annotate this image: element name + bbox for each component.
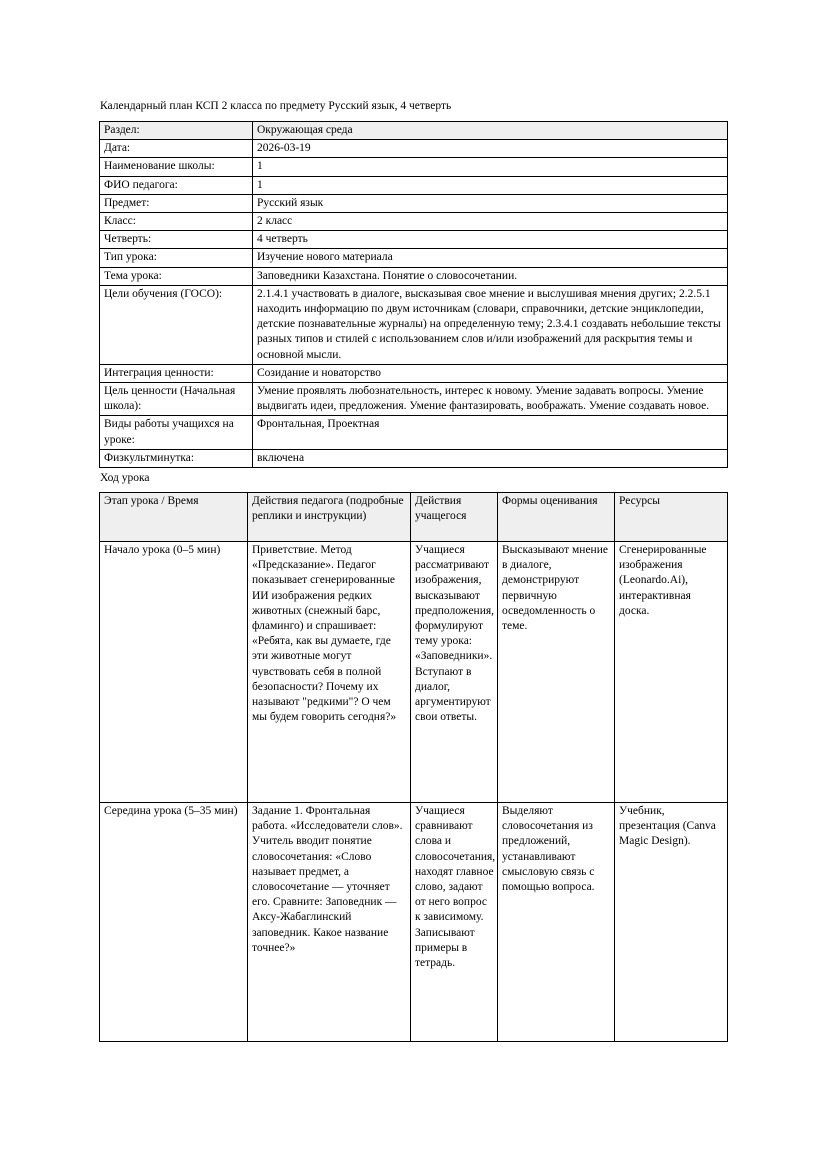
info-value-physical-break: включена [253,449,728,467]
info-label-value-goal: Цель ценности (Начальная школа): [100,383,253,416]
table-row [100,449,728,467]
resources-cell-lesson-start: Сгенерированные изображения (Leonardo.Ai), интерактивная доска. [615,542,728,803]
table-row [100,803,728,1042]
table-row [100,213,728,231]
table-row [100,122,728,140]
info-label-lesson-type: Тип урока: [100,249,253,267]
student-actions-cell-lesson-start: Учащиеся рассматривают изображения, высказывают предположения, формулируют тему урока: «Заповедники». Вступают в диалог, аргументируют свои ответы. [411,542,498,803]
table-row [100,231,728,249]
info-label-goals: Цели обучения (ГОСО): [100,285,253,364]
lesson-plan-table [99,492,728,1042]
teacher-actions-cell-lesson-start: Приветствие. Метод «Предсказание». Педагог показывает сгенерированные ИИ изображения редких животных (снежный барс, фламинго) и спрашивает: «Ребята, как вы думаете, где эти животные могут чувствовать себя в полной безопасности? Почему их называют "редкими"? О чем мы будем говорить сегодня?» [248,542,411,803]
lesson-info-table-body [100,122,728,468]
table-header-row [100,493,728,542]
info-value-value-integration: Созидание и новаторство [253,364,728,382]
info-label-physical-break: Физкультминутка: [100,449,253,467]
table-row [100,542,728,803]
info-label-lesson-topic: Тема урока: [100,267,253,285]
info-label-class: Класс: [100,213,253,231]
stage-cell-lesson-middle: Середина урока (5–35 мин) [100,803,248,1042]
column-header-student-actions: Действия учащегося [411,493,498,542]
info-label-data: Дата: [100,140,253,158]
column-header-teacher-actions: Действия педагога (подробные реплики и инструкции) [248,493,411,542]
table-row [100,383,728,416]
info-value-goals: 2.1.4.1 участвовать в диалоге, высказывая свое мнение и выслушивая мнения других; 2.2.5.1 находить информацию по двум источникам (словари, справочники, детские энциклопедии, детские познавательные журналы) на определенную тему; 2.3.4.1 создавать небольшие тексты разных типов и стилей с использованием слов и/или изображений для раскрытия темы и основной мысли. [253,285,728,364]
info-value-razdel: Окружающая среда [253,122,728,140]
stage-cell-lesson-start: Начало урока (0–5 мин) [100,542,248,803]
info-value-lesson-topic: Заповедники Казахстана. Понятие о словосочетании. [253,267,728,285]
info-value-school: 1 [253,158,728,176]
assessment-cell-lesson-middle: Выделяют словосочетания из предложений, устанавливают смысловую связь с помощью вопроса. [498,803,615,1042]
info-label-work-types: Виды работы учащихся на уроке: [100,416,253,449]
info-value-work-types: Фронтальная, Проектная [253,416,728,449]
info-value-quarter: 4 четверть [253,231,728,249]
lesson-plan-table-head [100,493,728,542]
student-actions-cell-lesson-middle: Учащиеся сравнивают слова и словосочетания, находят главное слово, задают от него вопрос к зависимому. Записывают примеры в тетрадь. [411,803,498,1042]
info-value-data: 2026-03-19 [253,140,728,158]
info-label-razdel: Раздел: [100,122,253,140]
page-title: Календарный план КСП 2 класса по предмету Русский язык, 4 четверть [100,100,452,112]
column-header-stage: Этап урока / Время [100,493,248,542]
table-row [100,249,728,267]
info-value-value-goal: Умение проявлять любознательность, интерес к новому. Умение задавать вопросы. Умение выдвигать идеи, предложения. Умение фантазировать, воображать. Умение создавать новое. [253,383,728,416]
info-value-lesson-type: Изучение нового материала [253,249,728,267]
info-value-teacher: 1 [253,176,728,194]
info-label-teacher: ФИО педагога: [100,176,253,194]
info-value-class: 2 класс [253,213,728,231]
info-label-value-integration: Интеграция ценности: [100,364,253,382]
lesson-plan-table-body [100,542,728,1042]
column-header-resources: Ресурсы [615,493,728,542]
info-label-school: Наименование школы: [100,158,253,176]
table-row [100,285,728,364]
resources-cell-lesson-middle: Учебник, презентация (Canva Magic Design). [615,803,728,1042]
info-value-subject: Русский язык [253,194,728,212]
teacher-actions-cell-lesson-middle: Задание 1. Фронтальная работа. «Исследователи слов». Учитель вводит понятие словосочетания: «Слово называет предмет, а словосочетание — уточняет его. Сравните: Заповедник — Аксу-Жабаглинский заповедник. Какое название точнее?» [248,803,411,1042]
table-row [100,267,728,285]
info-label-quarter: Четверть: [100,231,253,249]
lesson-flow-label: Ход урока [100,472,150,485]
column-header-assessment-forms: Формы оценивания [498,493,615,542]
lesson-info-table [99,121,728,468]
table-row [100,176,728,194]
table-row [100,364,728,382]
table-row [100,140,728,158]
info-label-subject: Предмет: [100,194,253,212]
table-row [100,194,728,212]
assessment-cell-lesson-start: Высказывают мнение в диалоге, демонстрируют первичную осведомленность о теме. [498,542,615,803]
table-row [100,158,728,176]
table-row [100,416,728,449]
